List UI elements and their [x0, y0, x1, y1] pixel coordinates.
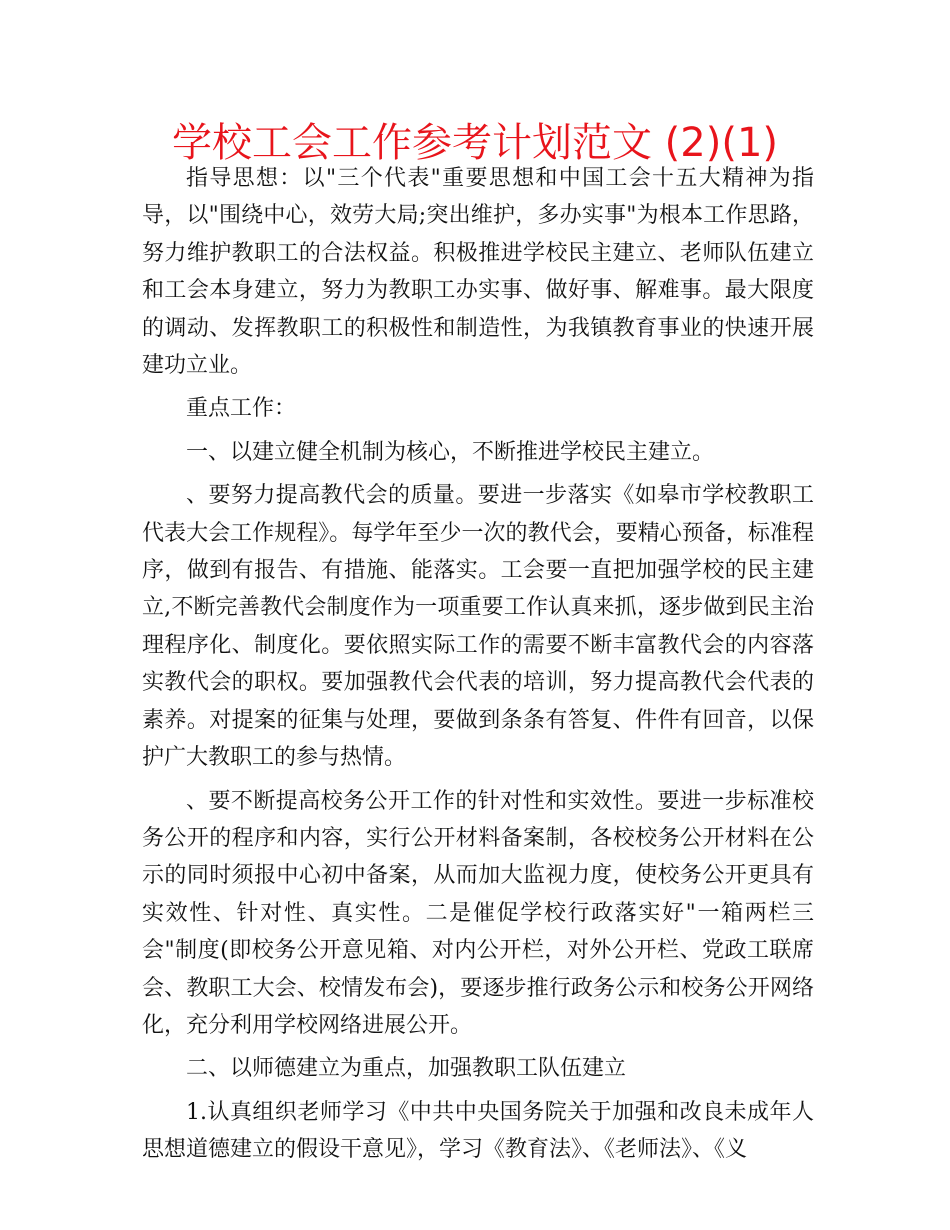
paragraph-study-item-one: 1.认真组织老师学习《中共中央国务院关于加强和改良未成年人思想道德建立的假设干意见》，学习《教育法》、《老师法》、《义: [142, 1099, 814, 1163]
document-body: [142, 160, 814, 1175]
paragraph-guiding-ideology: 指导思想：以"三个代表"重要思想和中国工会十五大精神为指导，以"围绕中心，效劳大局;突出维护，多办实事"为根本工作思路，努力维护教职工的合法权益。积极推进学校民主建立、老师队伍建立和工会本身建立，努力为教职工办实事、做好事、解难事。最大限度的调动、发挥教职工的积极性和制造性，为我镇教育事业的快速开展建功立业。: [142, 166, 814, 379]
document-title: 学校工会工作参考计划范文 (2)(1): [171, 120, 779, 166]
paragraph-section-two-heading: 二、以师德建立为重点，加强教职工队伍建立: [186, 1056, 627, 1082]
paragraph-section-one-heading: 一、以建立健全机制为核心，不断推进学校民主建立。: [186, 439, 715, 465]
paragraph-key-work-heading: 重点工作：: [186, 396, 297, 422]
paragraph-staff-congress: 、要努力提高教代会的质量。要进一步落实《如皋市学校教职工代表大会工作规程》。每学年至少一次的教代会，要精心预备，标准程序，做到有报告、有措施、能落实。工会要一直把加强学校的民主建立,不断完善教代会制度作为一项重要工作认真来抓，逐步做到民主治理程序化、制度化。要依照实际工作的需要不断丰富教代会的内容落实教代会的职权。要加强教代会代表的培训，努力提高教代会代表的素养。对提案的征集与处理，要做到条条有答复、件件有回音，以保护广大教职工的参与热情。: [142, 483, 814, 771]
paragraph-school-affairs-openness: 、要不断提高校务公开工作的针对性和实效性。要进一步标准校务公开的程序和内容，实行公开材料备案制，各校校务公开材料在公示的同时须报中心初中备案，从而加大监视力度，使校务公开更具有实效性、针对性、真实性。二是催促学校行政落实好"一箱两栏三会"制度(即校务公开意见箱、对内公开栏，对外公开栏、党政工联席会、教职工大会、校情发布会)，要逐步推行政务公示和校务公开网络化，充分利用学校网络进展公开。: [142, 788, 814, 1038]
